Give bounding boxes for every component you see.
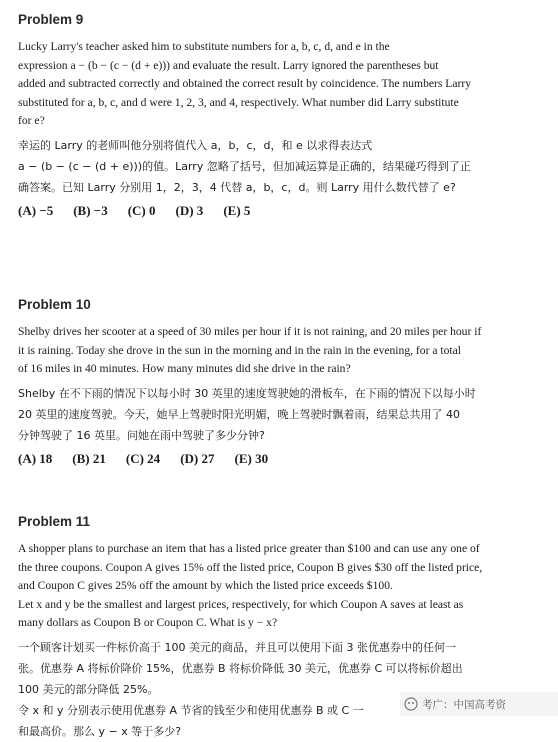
- text-line: for e?: [18, 114, 45, 127]
- text-line: 确答案。已知 Larry 分别用 1，2，3，4 代替 a，b，c，d。则 Larry 用什么数代替了 e?: [18, 180, 456, 194]
- chinese-text: [18, 637, 542, 742]
- text-line: a − (b − (c − (d + e)))的值。Larry 忽略了括号，但加减运算是正确的，结果碰巧得到了正: [18, 159, 471, 173]
- text-line: and Coupon C gives 25% off the amount by which the listed price exceeds $100.: [18, 579, 393, 592]
- choice-b: (B) −3: [73, 202, 108, 218]
- answer-choices: [18, 449, 542, 469]
- text-line: the three coupons. Coupon A gives 15% off the listed price, Coupon B gives $30 off the listed price,: [18, 560, 483, 574]
- english-text: [18, 540, 542, 633]
- choice-b: (B) 21: [72, 450, 106, 466]
- text-line: Lucky Larry's teacher asked him to substitute numbers for a, b, c, d, and e in the: [18, 40, 390, 53]
- english-text: [18, 38, 542, 131]
- chinese-text: [18, 135, 542, 198]
- text-line: substituted for a, b, c, and d were 1, 2, 3, and 4, respectively. What number did Larry substitute: [18, 95, 459, 109]
- choice-d: (D) 3: [175, 202, 204, 218]
- text-line: A shopper plans to purchase an item that has a listed price greater than $100 and can use any one of: [18, 542, 480, 555]
- text-line: 一个顾客计划买一件标价高于 100 美元的商品，并且可以使用下面 3 张优惠券中的任何一: [18, 640, 456, 654]
- problem-title: Problem 11: [18, 514, 91, 529]
- choice-e: (E) 30: [234, 450, 269, 466]
- text-line: Let x and y be the smallest and largest prices, respectively, for which Coupon A saves at least as: [18, 597, 464, 611]
- problem-9: [18, 12, 542, 221]
- text-line: 分钟驾驶了 16 英里。问她在雨中驾驶了多少分钟?: [18, 428, 265, 442]
- text-line: 100 美元的部分降低 25%。: [18, 682, 159, 696]
- text-line: Shelby 在不下雨的情况下以每小时 30 英里的速度驾驶她的滑板车，在下雨的情况下以每小时: [18, 386, 476, 400]
- text-line: 和最高价。那么 y − x 等于多少?: [18, 724, 182, 738]
- choice-a: (A) −5: [18, 202, 54, 218]
- choice-e: (E) 5: [223, 202, 251, 218]
- text-line: many dollars as Coupon B or Coupon C. What is y − x?: [18, 616, 278, 629]
- text-line: 张。优惠券 A 将标价降价 15%，优惠券 B 将标价降低 30 美元，优惠券 C 可以将标价超出: [18, 661, 463, 675]
- text-line: 20 英里的速度驾驶。今天，她早上驾驶时阳光明媚，晚上驾驶时飘着雨，结果总共用了 40: [18, 407, 460, 421]
- english-text: [18, 323, 542, 379]
- choice-a: (A) 18: [18, 450, 53, 466]
- watermark-text: 考广：中国高考资: [422, 698, 506, 711]
- problem-title: Problem 10: [18, 297, 91, 312]
- answer-choices: [18, 201, 542, 221]
- text-line: 令 x 和 y 分别表示使用优惠券 A 节省的钱至少和使用优惠券 B 或 C 一: [18, 703, 364, 717]
- text-line: added and subtracted correctly and obtained the correct result by coincidence. The numbers Larry: [18, 77, 472, 90]
- choice-c: (C) 0: [127, 202, 156, 218]
- choice-c: (C) 24: [125, 450, 161, 466]
- text-line: it is raining. Today she drove in the sun in the morning and in the rain in the evening, for a total: [18, 343, 461, 357]
- choice-d: (D) 27: [180, 450, 215, 466]
- problem-title: Problem 9: [18, 12, 84, 27]
- watermark: [400, 692, 558, 716]
- text-line: Shelby drives her scooter at a speed of 30 miles per hour if it is not raining, and 20 miles per hour if: [18, 325, 482, 338]
- chinese-text: [18, 383, 542, 446]
- wechat-icon: [404, 697, 418, 711]
- text-line: 幸运的 Larry 的老师叫他分别将值代入 a，b，c，d，和 e 以求得表达式: [18, 138, 373, 152]
- problem-10: [18, 297, 542, 469]
- text-line: expression a − (b − (c − (d + e))) and evaluate the result. Larry ignored the parentheses but: [18, 58, 439, 72]
- text-line: of 16 miles in 40 minutes. How many minutes did she drive in the rain?: [18, 362, 351, 375]
